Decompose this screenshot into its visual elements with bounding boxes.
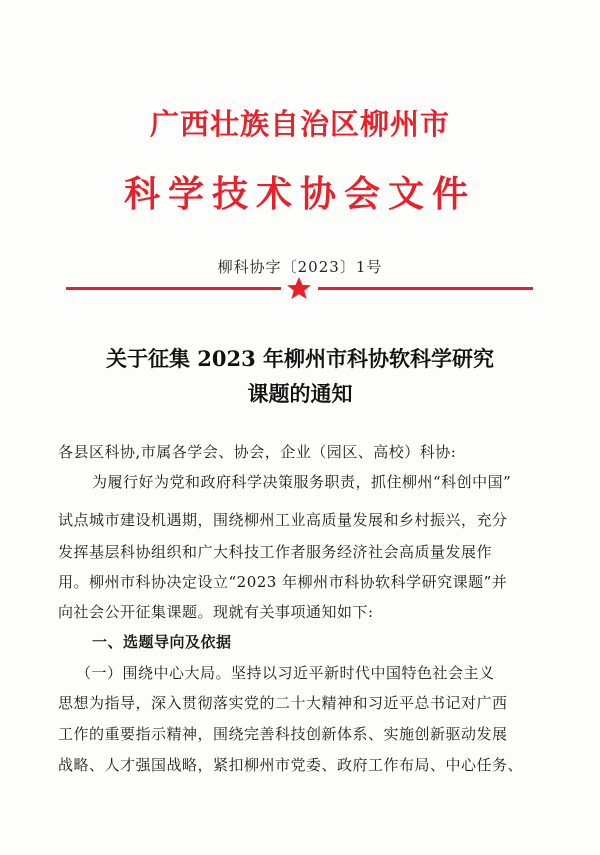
paragraph-line: 向社会公开征集课题。现就有关事项通知如下: [58,603,374,621]
paragraph-line: 用。柳州市科协决定设立“2023 年柳州市科协软科学研究课题”并 [58,573,508,591]
red-rule-right [318,287,533,290]
star-icon [284,276,314,300]
paragraph-line: 工作的重要指示精神，围绕完善科技创新体系、实施创新驱动发展 [58,725,508,743]
paragraph-line: 为履行好为党和政府科学决策服务职责，抓住柳州“科创中国” [92,473,512,491]
red-rule-left [66,287,281,290]
paragraph-line: 试点城市建设机遇期，围绕柳州工业高质量发展和乡村振兴，充分 [58,511,508,529]
section-heading: 一、选题导向及依据 [92,633,232,651]
paragraph-line: 战略、人才强国战略，紧扣柳州市党委、政府工作布局、中心任务、 [58,756,524,774]
issuer-region-heading: 广西壮族自治区柳州市 [149,107,450,141]
paragraph-line: （一）围绕中心大局。坚持以习近平新时代中国特色社会主义 [76,664,495,682]
issuer-document-heading: 科学技术协会文件 [123,173,476,215]
addressee-line: 各县区科协,市属各学会、协会，企业（园区、高校）科协: [58,443,457,461]
notice-title-line-1: 关于征集 2023 年柳州市科协软科学研究 [105,346,495,371]
paragraph-line: 发挥基层科协组织和广大科技工作者服务经济社会高质量发展作 [58,543,493,561]
notice-title-line-2: 课题的通知 [247,381,353,406]
document-number: 柳科协字〔2023〕1号 [217,258,383,276]
paragraph-line: 思想为指导，深入贯彻落实党的二十大精神和习近平总书记对广西 [58,694,508,712]
